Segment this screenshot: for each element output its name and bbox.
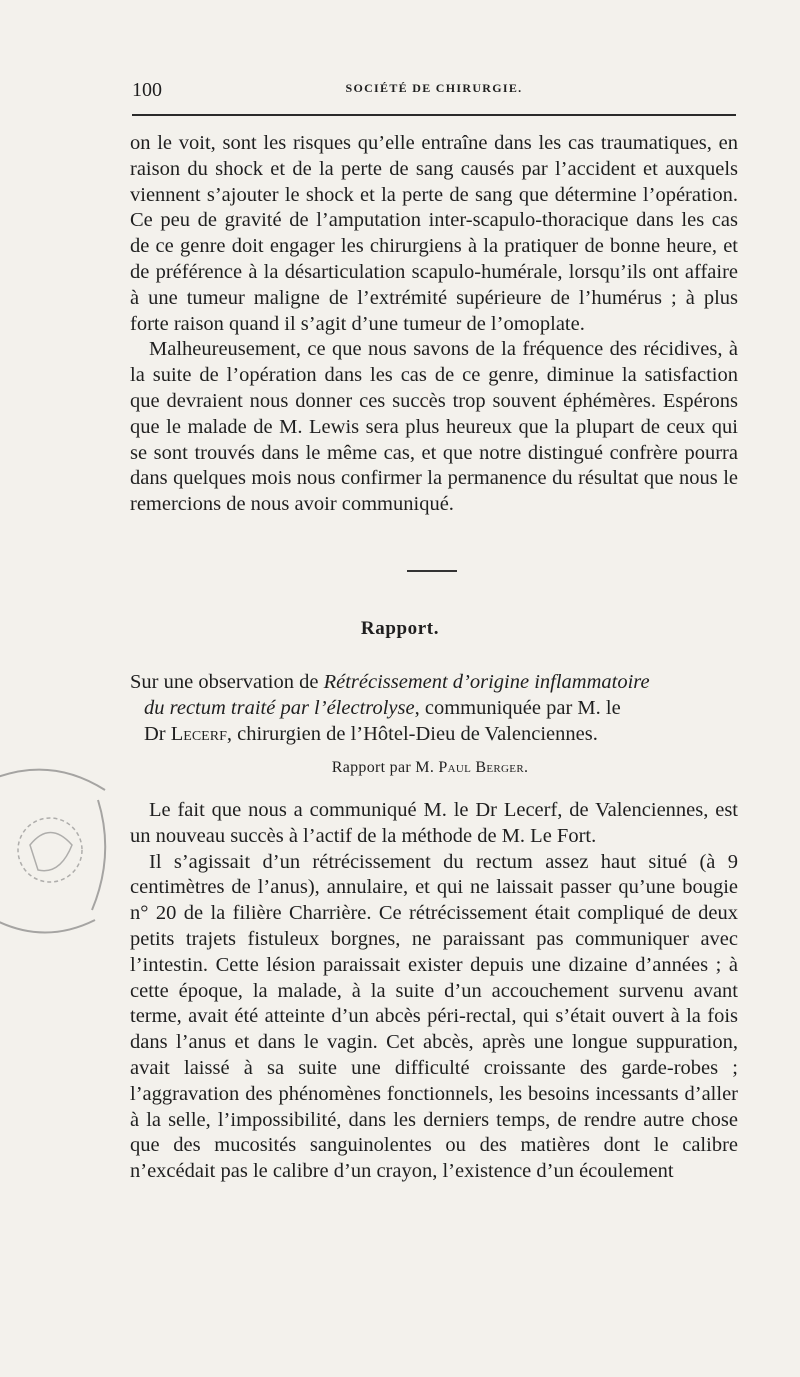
report-after-title: , communiquée par M. le: [414, 697, 621, 719]
page-number: 100: [132, 79, 162, 101]
section-title: Rapport.: [360, 618, 440, 639]
byline-prefix: Rapport par M.: [331, 759, 439, 776]
report-title: [130, 669, 738, 747]
body-text-top: [130, 131, 738, 518]
report-doctor-name: Lecerf: [170, 723, 227, 745]
report-doctor-suffix: , chirurgien de l’Hôtel-Dieu de Valenciennes.: [226, 723, 598, 745]
section-divider: [407, 570, 457, 572]
report-title-italic-2: du rectum traité par l’électrolyse: [144, 697, 415, 719]
body-text-bottom: [130, 798, 738, 1185]
paragraph: Le fait que nous a communiqué M. le Dr Lecerf, de Valenciennes, est un nouveau succès à l’actif de la méthode de M. Le Fort.: [130, 799, 738, 847]
byline-name: Paul Berger: [438, 759, 524, 776]
running-head: SOCIÉTÉ DE CHIRURGIE.: [345, 81, 523, 95]
report-title-line-2: [130, 695, 738, 747]
report-doctor-prefix: Dr: [144, 723, 171, 745]
header-rule: [132, 114, 736, 116]
page-header: [132, 78, 736, 102]
paragraph: on le voit, sont les risques qu’elle entraîne dans les cas traumatiques, en raison du shock et de la perte de sang causés par l’accident et auxquels viennent s’ajouter le shock et la perte de sang que détermine l’opération. Ce peu de gravité de l’amputation inter-scapulo-thoracique dans les cas de ce genre doit engager les chirurgiens à la pratiquer de bonne heure, et de préférence à la désarticulation scapulo-humérale, lorsqu’ils ont affaire à une tumeur maligne de l’extrémité supérieure de l’humérus ; à plus forte raison quand il s’agit d’une tumeur de l’omoplate.: [130, 132, 738, 335]
paragraph: Il s’agissait d’un rétrécissement du rectum assez haut situé (à 9 centimètres de l’anus), annulaire, et qui ne laissait passer qu’une bougie n° 20 de la filière Charrière. Ce rétrécissement était compliqué de deux petits trajets fistuleux borgnes, ne paraissant pas communiquer avec l’intestin. Cette lésion paraissait exister depuis une dizaine d’années ; à cette époque, la malade, à la suite d’un accouchement survenu avant terme, avait été atteinte d’un abcès péri-rectal, qui s’était ouvert à la fois dans l’anus et dans le vagin. Cet abcès, après une longue suppuration, avait laissé à sa suite une difficulté croissante des garde-robes ; l’aggravation des phénomènes fonctionnels, les besoins incessants d’aller à la selle, l’impossibilité, dans les derniers temps, de rendre autre chose que des mucosités sanguinolentes ou des matières dont le calibre n’excédait pas le calibre d’un crayon, l’existence d’un écoulement: [130, 850, 738, 1183]
byline-suffix: .: [523, 759, 529, 776]
report-intro: Sur une observation de: [130, 671, 324, 693]
report-title-italic-1: Rétrécissement d’origine inflammatoire: [323, 671, 650, 693]
library-stamp-icon: [0, 760, 115, 940]
paragraph: Malheureusement, ce que nous savons de la fréquence des récidives, à la suite de l’opération dans les cas de ce genre, diminue la satisfaction que devraient nous donner ces succès trop souvent éphémères. Espérons que le malade de M. Lewis sera plus heureux que la plupart de ceux qui se sont trouvés dans le même cas, et que notre distingué confrère pourra dans quelques mois nous confirmer la permanence du résultat que nous le remercions de nous avoir communiqué.: [130, 338, 738, 516]
report-byline: [0, 759, 800, 777]
